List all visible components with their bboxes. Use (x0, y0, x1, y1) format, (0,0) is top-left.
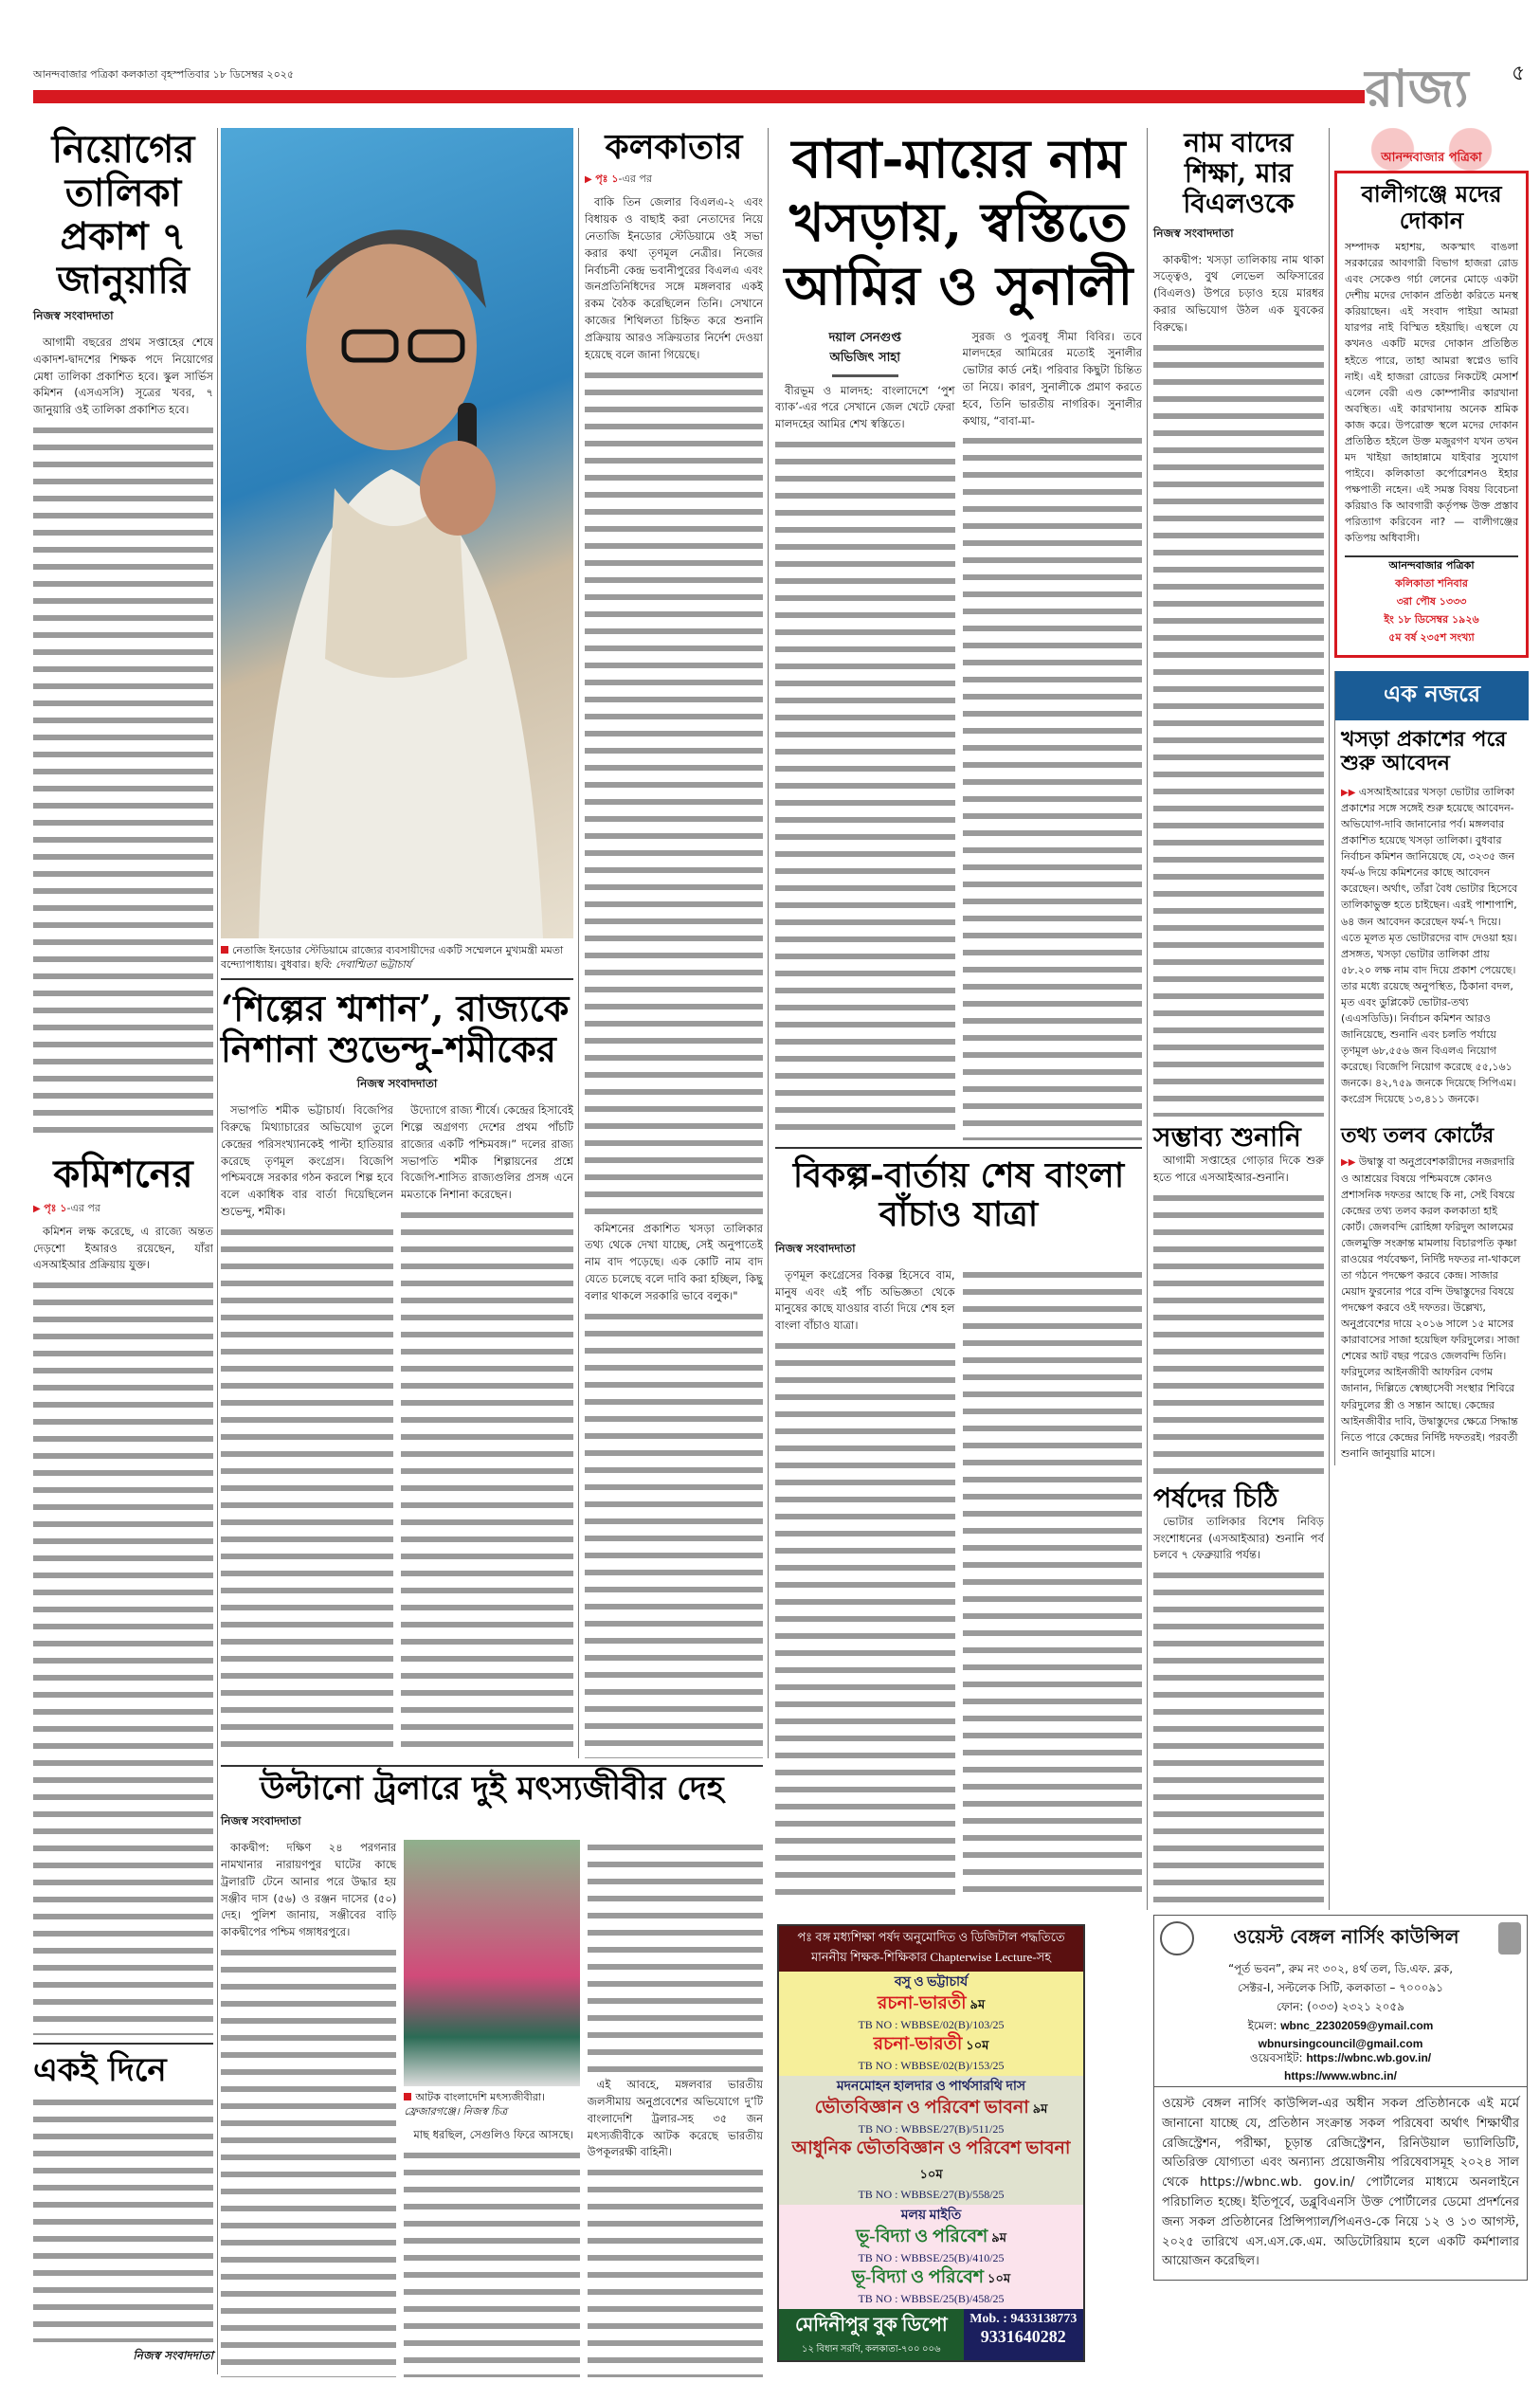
phone: ফোন: (০৩৩) ২৩২১ ২০৫৯ (1277, 2000, 1404, 2013)
headline: খসড়া প্রকাশের পরে শুরু আবেদন (1341, 727, 1507, 776)
body-text: কাকদ্বীপ: খসড়া তালিকায় নাম থাকা সত্ত্বেও, বুথ লেভেল অফিসারের (বিএলও) উপরে চড়াও হয়ে মারধর করার অভিযোগ উঠল এক যুবকের বিরুদ্ধে। (1153, 252, 1324, 334)
book-item: ভূ-বিদ্যা ও পরিবেশ ৯ম TB NO : WBBSE/25(B)/410/25 (856, 2227, 1006, 2264)
headline: একই দিনে (33, 2051, 167, 2089)
byline: নিজস্ব সংবাদদাতা (33, 309, 114, 322)
column-1 (33, 128, 213, 2374)
body-text: সভাপতি শমীক ভট্টাচার্য। বিজেপির বিরুদ্ধে মিথ্যাচারের অভিযোগ তুলে কেন্দ্রের পরিসংখ্যানকেই পাল্টা হাতিয়ার করেছে তৃণমূল কংগ্রেস। বিজেপি পশ্চিমবঙ্গে সরকার গঠন করলে শিল্প হবে বলে একাধিক বার বার্তা দিয়েছিলেন শুভেন্দু, শমীক। (221, 1103, 393, 1219)
arrow-icon: ▶ (33, 1203, 41, 1214)
photo-credit: নিজস্ব চিত্র (462, 2105, 508, 2118)
article-main (775, 128, 1142, 1140)
address: “পূর্ত ভবন”, রুম নং ৩০২, ৪র্থ তল, ডি.এফ. ব্লক, (1227, 1962, 1454, 1975)
article-niyog (33, 128, 213, 1143)
address: সেক্টর-I, সল্টলেক সিটি, কলকাতা – ৭০০০৯১ (1237, 1981, 1444, 1994)
byline: দয়াল সেনগুপ্ত (828, 330, 901, 345)
headline: তথ্য তলব কোর্টের (1341, 1123, 1495, 1149)
continued-page: পৃঃ ১ (595, 173, 619, 186)
byline: নিজস্ব সংবাদদাতা (133, 2349, 213, 2362)
article-bikalpa (775, 1156, 1142, 1900)
website-link[interactable]: https://wbnc.wb.gov.in/ (1306, 2051, 1432, 2064)
archive-logo: আনন্দবাজার পত্রিকা (1334, 128, 1529, 171)
text-lines (33, 2095, 213, 2342)
byline: নিজস্ব সংবাদদাতা (221, 1814, 301, 1828)
book-group (779, 2076, 1083, 2205)
photo-credit: ছবি: দেবাশ্মিতা ভট্টাচার্য (313, 958, 412, 972)
book-item: রচনা-ভারতী ৯ম TB NO : WBBSE/02(B)/103/25 (858, 1993, 1005, 2031)
body-text: সুরজ ও পুত্রবধূ সীমা বিবির। তবে মালদহের আমিরের মতোই সুনালীর ভোটার কার্ড নেই। পরিবার কিছুটা চিন্তিত তা নিয়ে। কারণ, সুনালীকে প্রমাণ করতে হবে, তিনি ভারতীয় নাগরিক। সুনালীর কথায়, “বাবা-মা- (962, 329, 1142, 427)
headline: নাম বাদের শিক্ষা, মার বিএলওকে (1183, 127, 1295, 220)
headline: কলকাতার (605, 127, 743, 167)
body-text: আগামী বছরের প্রথম সপ্তাহের শেষে একাদশ-দ্বাদশের শিক্ষক পদে নিয়োগের মেধা তালিকা প্রকাশিত হবে। স্কুল সার্ভিস কমিশন (এসএসসি) সূত্রের খবর, ৭ জানুয়ারি ওই তালিকা প্রকাশিত হবে। (33, 336, 213, 417)
council-seal-icon (1160, 1921, 1194, 1955)
book-advertisement (777, 1924, 1085, 2362)
website-link[interactable]: https://www.wbnc.in/ (1284, 2069, 1397, 2082)
text-lines (33, 423, 213, 1143)
body-text: কমিশনের প্রকাশিত খসড়া তালিকার তথ্য থেকে দেখা যাচ্ছে, সেই অনুপাতেই নাম বাদ পড়েছে। এক কোটি নাম বাদ যেতে চলেছে বলে দাবি করা হচ্ছিল, কিছু বলার থাকলে সরকারি ভাবে বলুক।" (585, 1221, 763, 1302)
continued-page: পৃঃ ১ (44, 1201, 67, 1214)
body-text: বাকি তিন জেলার বিএলএ-২ এবং বিধায়ক ও বাছাই করা নেতাদের নিয়ে নেতাজি ইনডোর স্টেডিয়ামে ওই সভা করার কথা তৃণমূল নেত্রীর। নিজের নির্বাচনী কেন্দ্র ভবানীপুরের বিএলএ এবং জনপ্রতিনিধিদের সঙ্গে মঙ্গলবার একই রকম বৈঠক করেছিলেন তিনি। সেখানে কাজের শিথিলতা চিহ্নিত করে শুনানি প্রক্রিয়ায় আরও সক্রিয়তার নির্দেশ দেওয়া হয়েছে বলে জানা গিয়েছে। (585, 195, 763, 361)
headline-trawler: উল্টানো ট্রলারে দুই মৎস্যজীবীর দেহ (260, 1770, 724, 1808)
address: ১২ বিধান সরণি, কলকাতা-৭০০ ০০৬ (802, 2344, 941, 2355)
byline: অভিজিৎ সাহা (829, 350, 900, 365)
notice-text: ওয়েস্ট বেঙ্গল নার্সিং কাউন্সিল-এর অধীন সকল প্রতিষ্ঠানকে এই মর্মে জানানো যাচ্ছে যে, প্রতিষ্ঠান সংক্রান্ত সকল পরিষেবা অর্থাৎ শিক্ষার্থীর রেজিস্ট্রেশন, পরীক্ষা, চূড়ান্ত রেজিস্ট্রেশন, রিনিউয়াল ভ্যালিডিটি, অতিরিক্ত যোগ্যতা এবং অন্যান্য প্রয়োজনীয় পরিষেবাসমূহ ২০২৪ সাল থেকে https://wbnc.wb. gov.in/ পোর্টালের মাধ্যমে অনলাইনে পরিচালিত হচ্ছে। ইতিপূর্বে, ডব্লুবিএনসি উক্ত পোর্টালের ডেমো প্রদর্শনের জন্য সকল প্রতিষ্ঠানের প্রিন্সিপ্যাল/পিএনও-কে নিয়ে ১২ ও ১৩ আগস্ট, ২০২৫ তারিখে এস.এস.কে.এম. অডিটোরিয়াম হলে একটি কর্মশালার আয়োজন করেছিল। (1154, 2086, 1527, 2280)
authors: মদনমোহন হালদার ও পার্থসারথি দাস (836, 2080, 1026, 2094)
text-lines (33, 1278, 213, 2035)
body-text: আগামী সপ্তাহের গোড়ার দিকে শুরু হতে পারে এসআইআর-শুনানি। (1153, 1154, 1324, 1185)
ek-nazare-label: এক নজরে (1335, 671, 1529, 720)
dateline: আনন্দবাজার পত্রিকা কলকাতা বৃহস্পতিবার ১৮ ডিসেম্বর ২০২৫ (33, 68, 295, 81)
section-bar (33, 90, 1464, 103)
body-text: এই আবহে, মঙ্গলবার ভারতীয় জলসীমায় অনুপ্রবেশের অভিযোগে দু’টি বাংলাদেশি ট্রলার-সহ ৩৫ জন মৎস্যজীবীকে আটক করেছে ভারতীয় উপকূলরক্ষী বাহিনী। (587, 2078, 763, 2159)
nursing-council-notice: ওয়েস্ট বেঙ্গল নার্সিং কাউন্সিল “পূর্ত ভবন”, রুম নং ৩০২, ৪র্থ তল, ডি.এফ. ব্লক, সেক্টর-I, সল্টলেক সিটি, কলকাতা – ৭০০০৯১ ফোন: (০৩৩) ২৩২১ ২০৫৯ ইমেল: wbnc_22302059@ymail.com wbnursingcouncil@gmail.com ওয়েবসাইট: https://wbnc.wb.gov.in/ https://www.wbnc.in/ ওয়েস্ট বেঙ্গল নার্সিং কাউন্সিল-এর অধীন সকল প্রতিষ্ঠানকে এই মর্মে জানানো যাচ্ছে যে, প্রতিষ্ঠান সংক্রান্ত সকল পরিষেবা অর্থাৎ শিক্ষার্থীর রেজিস্ট্রেশন, পরীক্ষা, চূড়ান্ত রেজিস্ট্রেশন, রিনিউয়াল ভ্যালিডিটি, অতিরিক্ত যোগ্যতা এবং অন্যান্য প্রয়োজনীয় পরিষেবাসমূহ ২০২৪ সাল থেকে https://wbnc.wb. gov.in/ পোর্টালের মাধ্যমে অনলাইনে পরিচালিত হচ্ছে। ইতিপূর্বে, ডব্লুবিএনসি উক্ত পোর্টালের ডেমো প্রদর্শনের জন্য সকল প্রতিষ্ঠানের প্রিন্সিপ্যাল/পিএনও-কে নিয়ে ১২ ও ১৩ আগস্ট, ২০২৫ তারিখে এস.এস.কে.এম. অডিটোরিয়াম হলে একটি কর্মশালার আয়োজন করেছিল। (1153, 1915, 1528, 2281)
bylines (775, 329, 955, 383)
byline: নিজস্ব সংবাদদাতা (356, 1077, 438, 1091)
body-text: সম্পাদক মহাশয়, অকস্মাৎ বাঙলা সরকারের আবগারী বিভাগ হাজরা রোড এবং সেকেণ্ড গর্চা লেনের মোড়ে একটা দেশীয় মদের দোকান প্রতিষ্ঠা করিতে মনস্থ করিয়াছেন। এই সংবাদ পাইয়া আমরা যারপর নাই বিস্মিত হইয়াছি। এস্থলে যে কখনও একটি মদের দোকান প্রতিষ্ঠিত হইতে পারে, তাহা আমরা স্বপ্নেও ভাবি নাই। এই হাজরা রোডের নিকটেই মেসার্শ এলেন বেরী এণ্ড কোম্পানীর কারখানা অবস্থিত। এই কারখানায় অনেক শ্রমিক কাজ করে। উপরোক্ত স্থলে মদের দোকান প্রতিষ্ঠিত হইলে উক্ত মজুরগণ যখন তখন মদ খাইয়া জাহান্নামে যাইবার সুযোগ পাইবে। কলিকাতা কর্পোরেশনও ইহার পক্ষপাতী নহেন। এই সমস্ত বিষয় বিবেচনা করিয়াও কি আবগারী কর্তৃপক্ষ উক্ত প্রস্তাব পরিত্যাগ করিবেন না? — বালীগঞ্জের কতিপয় অধিবাসী। (1345, 241, 1518, 545)
body-text: উদ্বাস্তু বা অনুপ্রবেশকারীদের নজরদারি ও আশ্রয়ের বিষয়ে পশ্চিমবঙ্গে কোনও প্রশাসনিক দফতর আছে কি না, সেই বিষয়ে কেন্দ্রের তথ্য তলব করল কলকাতা হাই কোর্ট। জেলবন্দি রোহিঙ্গা ফরিদুল আলমের জেলমুক্তি সংক্রান্ত মামলায় বিচারপতি কৃষ্ণা রাওয়ের পর্যবেক্ষণ, নির্দিষ্ট দফতর না-থাকলে তা গঠনে পদক্ষেপ করবে কেন্দ্র। সাজার মেয়াদ ফুরনোর পরে বন্দি উদ্বাস্তুদের বিষয়ে পদক্ষেপ করবে ওই দফতর। উল্লেখ্য, অনুপ্রবেশের দায়ে ২০১৬ সালে ১৫ মাসের কারাবাসের সাজা হয়েছিল ফরিদুলের। সাজা শেষের আট বছর পরেও জেলবন্দি তিনি। ফরিদুলের আইনজীবী আফরিন বেগম জানান, দিল্লিতে স্বেচ্ছাসেবী সংস্থার শিবিরে ফরিদুলের স্ত্রী ও সন্তান আছে। কেন্দ্রের আইনজীবীর দাবি, উদ্বাস্তুদের ক্ষেত্রে সিদ্ধান্ত নিতে পারে কেন্দ্রের নির্দিষ্ট দফতরই। পরবর্তী শুনানি জানুয়ারি মাসে। (1341, 1155, 1521, 1460)
headline-main: বাবা-মায়ের নাম খসড়ায়, স্বস্তিতে আমির ও সুনালী (784, 128, 1133, 318)
mobile: 9331640282 (980, 2327, 1066, 2346)
article-trawler (221, 1771, 763, 2377)
book-item: ভৌতবিজ্ঞান ও পরিবেশ ভাবনা ৯ম TB NO : WBBSE/27(B)/511/25 (814, 2098, 1048, 2136)
article-ekdine (33, 2052, 213, 2374)
footer-line: কলিকাতা শনিবার (1395, 577, 1468, 591)
photo-caption: নেতাজি ইনডোর স্টেডিয়ামে রাজ্যের ব্যবসায়ীদের একটি সম্মেলনে মুখ্যমন্ত্রী মমতা বন্দ্যোপাধ্যায়। বুধবার। ছবি: দেবাশ্মিতা ভট্টাচার্য (221, 944, 564, 972)
footer-name: আনন্দবাজার পত্রিকা (1388, 559, 1475, 573)
book-group (779, 1972, 1083, 2076)
headline: নিয়োগের তালিকা প্রকাশ ৭ জানুয়ারি (51, 127, 195, 302)
email-link[interactable]: wbnc_22302059@ymail.com (1280, 2019, 1434, 2032)
continued-label: -এর পর (618, 173, 652, 186)
headline-shilpa: ‘শিল্পের শ্মশান’, রাজ্যকে নিশানা শুভেন্দু-শমীকের (221, 986, 570, 1071)
byline: নিজস্ব সংবাদদাতা (1153, 226, 1234, 240)
continued-label: -এর পর (66, 1201, 100, 1214)
section-title: রাজ্য (1365, 55, 1469, 121)
photo-chief-minister (221, 128, 573, 938)
headline: বালীগঞ্জে মদের দোকান (1361, 180, 1502, 234)
headline: কমিশনের (53, 1151, 193, 1196)
person-silhouette-icon (221, 128, 573, 938)
book-item: আধুনিক ভৌতবিজ্ঞান ও পরিবেশ ভাবনা ১০ম TB NO : WBBSE/27(B)/558/25 (791, 2138, 1071, 2201)
arrow-icon: ▶▶ (1341, 787, 1356, 798)
article-namebad (1153, 128, 1324, 1910)
footer-line: ৩রা পৌষ ১৩৩৩ (1396, 595, 1467, 609)
body-text: মাছ ধরছিল, সেগুলিও ফিরে আসছে। (413, 2127, 574, 2141)
book-item: রচনা-ভারতী ১০ম TB NO : WBBSE/02(B)/153/25 (858, 2034, 1005, 2072)
authors: বসু ও ভট্টাচার্য (894, 1975, 969, 1990)
body-text: কাকদ্বীপ: দক্ষিণ ২৪ পরগনার নামখানার নারায়ণপুর ঘাটের কাছে ট্রলারটি টেনে আনার পরে উদ্ধার হয় সঞ্জীব দাস (৫৬) ও রঞ্জন দাসের (৫০) দেহ। পুলিশ জানায়, সঞ্জীবের বাড়ি কাকদ্বীপের পশ্চিম গঙ্গাধরপুরে। (221, 1841, 397, 1939)
body-text: উদ্যোগে রাজ্য শীর্ষে। কেন্দ্রের হিসাবেই শিল্পে অগ্রগণ্য দেশের প্রথম পাঁচটি রাজ্যের একটি পশ্চিমবঙ্গ।” দলের রাজ্য সভাপতি শমীক শিল্পায়নের প্রশ্নে বিজেপি-শাসিত রাজ্যগুলির প্রসঙ্গ এনে মমতাকে নিশানা করেছেন। (401, 1103, 573, 1202)
page-number: ৫ (1512, 62, 1526, 85)
publisher: মেদিনীপুর বুক ডিপো (794, 2315, 948, 2336)
ek-nazare-column: এক নজরে খসড়া প্রকাশের পরে শুরু আবেদন ▶▶ এসআইআরের খসড়া ভোটার তালিকা প্রকাশের সঙ্গে সঙ্গেই শুরু হয়েছে আবেদন-অভিযোগ-দাবি জানানোর পর্ব। মঙ্গলবার প্রকাশিত হয়েছে খসড়া তালিকা। বুধবার নির্বাচন কমিশন জানিয়েছে যে, ৩২৩৫ জন ফর্ম-৬ দিয়ে কমিশনের কাছে আবেদন করেছেন। অর্থাৎ, তাঁরা বৈধ ভোটার হিসেবে তালিকাভুক্ত হতে চাইছেন। এরই পাশাপাশি, ৬৪ জন আবেদন করেছেন ফর্ম-৭ দিয়ে। এতে মূলত মৃত ভোটারদের বাদ দেওয়া হয়। প্রসঙ্গত, খসড়া ভোটার তালিকা প্রায় ৫৮.২০ লক্ষ নাম বাদ দিয়ে প্রকাশ পেয়েছে। তার মধ্যে রয়েছে অনুপস্থিত, ঠিকানা বদল, মৃত এবং ডুপ্লিকেট ভোটার-তথ্য (এএসডিডি)। নির্বাচন কমিশন আরও জানিয়েছে, শুনানি এবং চলতি পর্যায়ে তৃণমূল ৬৮,৫৫৬ জন বিএলএ নিয়োগ করেছে। বিজেপি নিয়োগ করেছে ৫৫,১৬১ জনকে। ৪২,৭৫৯ জনকে দিয়েছে সিপিএম। কংগ্রেস দিয়েছে ১৩,৪১১ জনকে। তথ্য তলব কোর্টের ▶▶ উদ্বাস্তু বা অনুপ্রবেশকারীদের নজরদারি ও আশ্রয়ের বিষয়ে পশ্চিমবঙ্গে কোনও প্রশাসনিক দফতর আছে কি না, সেই বিষয়ে কেন্দ্রের তথ্য তলব করল কলকাতা হাই কোর্ট। জেলবন্দি রোহিঙ্গা ফরিদুল আলমের জেলমুক্তি সংক্রান্ত মামলায় বিচারপতি কৃষ্ণা রাওয়ের পর্যবেক্ষণ, নির্দিষ্ট দফতর না-থাকলে তা গঠনে পদক্ষেপ করবে কেন্দ্র। সাজার মেয়াদ ফুরনোর পরে বন্দি উদ্বাস্তুদের বিষয়ে পদক্ষেপ করবে ওই দফতর। উল্লেখ্য, অনুপ্রবেশের দায়ে ২০১৬ সালে ১৫ মাসের কারাবাসের সাজা হয়েছিল ফরিদুলের। সাজা শেষের আট বছর পরেও জেলবন্দি তিনি। ফরিদুলের আইনজীবী আফরিন বেগম জানান, দিল্লিতে স্বেচ্ছাসেবী সংস্থার শিবিরে ফরিদুলের স্ত্রী ও সন্তান আছে। কেন্দ্রের আইনজীবীর দাবি, উদ্বাস্তুদের ক্ষেত্রে সিদ্ধান্ত নিতে পারে কেন্দ্রের নির্দিষ্ট দফতরই। পরবর্তী শুনানি জানুয়ারি মাসে। (1334, 671, 1529, 1465)
body-text: তৃণমূল কংগ্রেসের বিকল্প হিসেবে বাম, মানুষ এবং এই পাঁচ অভিজ্ঞতা থেকে মানুষের কাছে যাওয়ার বার্তা দিয়ে শেষ হল বাংলা বাঁচাও যাত্রা। (775, 1267, 955, 1333)
ad-banner: পঃ বঙ্গ মধ্যশিক্ষা পর্ষদ অনুমোদিত ও ডিজিটাল পদ্ধতিতে মাননীয় শিক্ষক-শিক্ষিকার Chapterwise Lecture-সহ (779, 1926, 1083, 1972)
body-text: এসআইআরের খসড়া ভোটার তালিকা প্রকাশের সঙ্গে সঙ্গেই শুরু হয়েছে আবেদন-অভিযোগ-দাবি জানানোর পর্ব। মঙ্গলবার প্রকাশিত হয়েছে খসড়া তালিকা। বুধবার নির্বাচন কমিশন জানিয়েছে যে, ৩২৩৫ জন ফর্ম-৬ দিয়ে কমিশনের কাছে আবেদন করেছেন। অর্থাৎ, তাঁরা বৈধ ভোটার হিসেবে তালিকাভুক্ত হতে চাইছেন। এরই পাশাপাশি, ৬৪ জন আবেদন করেছেন ফর্ম-৭ দিয়ে। এতে মূলত মৃত ভোটারদের বাদ দেওয়া হয়। প্রসঙ্গত, খসড়া ভোটার তালিকা প্রায় ৫৮.২০ লক্ষ নাম বাদ দিয়ে প্রকাশ পেয়েছে। তার মধ্যে রয়েছে অনুপস্থিত, ঠিকানা বদল, মৃত এবং ডুপ্লিকেট ভোটার-তথ্য (এএসডিডি)। নির্বাচন কমিশন আরও জানিয়েছে, শুনানি এবং চলতি পর্যায়ে তৃণমূল ৬৮,৫৫৬ জন বিএলএ নিয়োগ করেছে। বিজেপি নিয়োগ করেছে ৫৫,১৬১ জনকে। ৪২,৭৫৯ জনকে দিয়েছে সিপিএম। কংগ্রেস দিয়েছে ১৩,৪১১ জনকে। (1341, 785, 1518, 1106)
photo-fishermen (404, 1840, 579, 2086)
national-emblem-icon (1498, 1922, 1521, 1955)
headline-sambhabya: সম্ভাব্য শুনানি (1153, 1121, 1301, 1154)
byline: নিজস্ব সংবাদদাতা (775, 1241, 856, 1255)
headline-bikalpa: বিকল্প-বার্তায় শেষ বাংলা বাঁচাও যাত্রা (792, 1155, 1125, 1235)
right-column (1334, 128, 1529, 1910)
book-group (779, 2205, 1083, 2309)
body-text: বীরভূম ও মালদহ: বাংলাদেশে ‘পুশ ব্যাক’-এর পরে সেখানে জেল খেটে ফেরা মালদহের আমির শেখ স্বস্তিতে। (775, 383, 955, 431)
book-item: ভূ-বিদ্যা ও পরিবেশ ১০ম TB NO : WBBSE/25(B)/458/25 (851, 2267, 1011, 2305)
authors: মলয় মাইতি (900, 2209, 962, 2223)
mobile: Mob. : 9433138773 (969, 2312, 1078, 2326)
council-title: ওয়েস্ট বেঙ্গল নার্সিং কাউন্সিল (1233, 1924, 1459, 1948)
headline-parshad: পর্ষদের চিঠি (1153, 1482, 1278, 1514)
body-text: কমিশন লক্ষ করেছে, এ রাজ্যে অন্তত দেড়শো ইআরও রয়েছেন, যাঁরা এসআইআর প্রক্রিয়ায় যুক্ত। (33, 1224, 213, 1272)
footer-line: ইং ১৮ ডিসেম্বর ১৯২৬ (1384, 613, 1479, 627)
email-link[interactable]: wbnursingcouncil@gmail.com (1258, 2037, 1423, 2050)
body-text: ভোটার তালিকার বিশেষ নিবিড় সংশোধনের (এসআইআর) শুনানি পর্ব চলবে ৭ ফেব্রুয়ারি পর্যন্ত। (1153, 1514, 1324, 1562)
article-kolkatar: কলকাতার ▶ পৃঃ ১-এর পর বাকি তিন জেলার বিএলএ-২ এবং বিধায়ক ও বাছাই করা নেতাদের নিয়ে নেতাজি ইনডোর স্টেডিয়ামে ওই সভা করার কথা তৃণমূল নেত্রীর। নিজের নির্বাচনী কেন্দ্র ভবানীপুরের বিএলএ এবং জনপ্রতিনিধিদের সঙ্গে মঙ্গলবার একই রকম বৈঠক করেছিলেন তিনি। সেখানে কাজের শিথিলতা চিহ্নিত করে শুনানি প্রক্রিয়ায় আরও সক্রিয়তার নির্দেশ দেওয়া হয়েছে বলে জানা গিয়েছে। কমিশনের প্রকাশিত খসড়া তালিকার তথ্য থেকে দেখা যাচ্ছে, সেই অনুপাতেই নাম বাদ পড়েছে। এক কোটি নাম বাদ যেতে চলেছে বলে দাবি করা হচ্ছিল, কিছু বলার থাকলে সরকারি ভাবে বলুক।" (585, 128, 763, 1758)
shilpa-region (221, 943, 573, 1758)
footer-line: ৫ম বর্ষ ২৩৫শ সংখ্যা (1388, 631, 1475, 645)
article-commission (33, 1153, 213, 2035)
archive-letter-box (1334, 128, 1529, 658)
photo-caption: আটক বাংলাদেশি মৎস্যজীবীরা। ফ্রেজারগঞ্জে। নিজস্ব চিত্র (404, 2091, 546, 2118)
